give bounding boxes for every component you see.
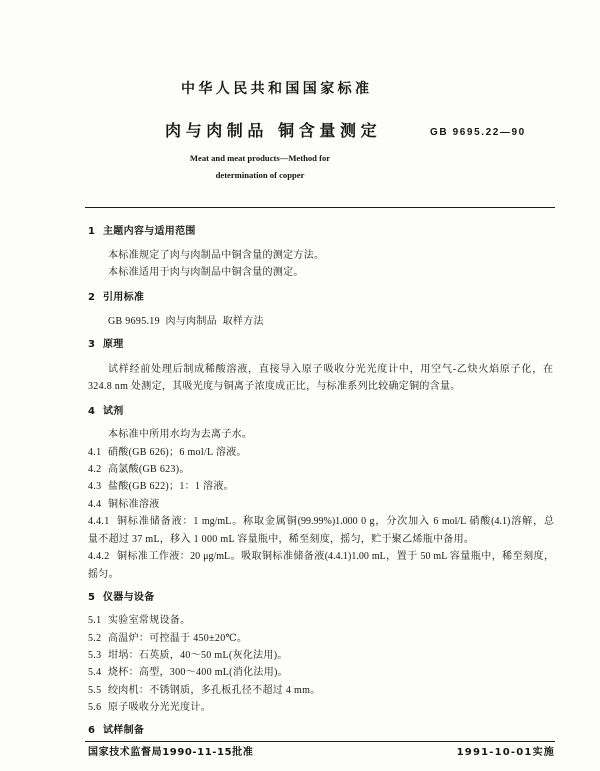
clause-text: 原子吸收分光光度计。	[108, 702, 211, 713]
clause-number: 5.2	[88, 633, 102, 644]
clause-text: 盐酸(GB 622)；1：1 溶液。	[108, 481, 234, 492]
english-title-line: Meat and meat products—Method for	[189, 153, 331, 163]
clause-text: 铜标准储备液：1 mg/mL。称取金属铜(99.99%)1.000 0 g，分次加入 6 mol/L 硝酸(4.1)溶解，总	[117, 516, 554, 527]
clause-text: 绞肉机：不锈钢质，多孔板孔径不超过 4 mm。	[108, 685, 321, 696]
referenced-standard: GB 9695.19 肉与肉制品 取样方法	[108, 316, 264, 327]
paragraph-line: 本标准适用于肉与肉制品中铜含量的测定。	[108, 267, 304, 278]
clause-number: 4.3	[88, 481, 102, 492]
section-heading: 仪器与设备	[103, 592, 155, 603]
section-number: 3	[88, 339, 96, 350]
clause-number: 5.6	[88, 702, 102, 713]
clause-text: 高氯酸(GB 623)。	[108, 464, 190, 475]
clause-text: 坩埚：石英质，40～50 mL(灰化法用)。	[108, 650, 288, 661]
clause-number: 5.1	[88, 615, 102, 626]
clause-text: 硝酸(GB 626)；6 mol/L 溶液。	[108, 447, 247, 458]
clause-number: 5.3	[88, 650, 102, 661]
section-number: 4	[88, 406, 96, 417]
section-number: 2	[88, 292, 96, 303]
section-heading: 主题内容与适用范围	[103, 226, 196, 237]
clause-number: 4.1	[88, 447, 102, 458]
clause-number: 5.5	[88, 685, 102, 696]
standard-code: GB 9695.22—90	[430, 127, 526, 138]
approval-date: 国家技术监督局1990-11-15批准	[88, 747, 254, 758]
clause-text: 烧杯：高型，300～400 mL(消化法用)。	[108, 667, 288, 678]
clause-text: 实验室常规设备。	[108, 615, 191, 626]
paragraph-line: 试样经前处理后制成稀酸溶液，直接导入原子吸收分光光度计中，用空气-乙炔火焰原子化，在	[108, 364, 553, 375]
implementation-date: 1991-10-01实施	[456, 747, 555, 758]
clause-number: 4.4.1	[88, 516, 110, 527]
clause-number: 4.4.2	[88, 551, 110, 562]
section-number: 6	[88, 725, 96, 736]
clause-text: 铜标准工作液：20 μg/mL。吸取铜标准储备液(4.4.1)1.00 mL，置于 50 mL 容量瓶中，稀至刻度，	[117, 551, 554, 562]
paragraph-line: 本标准中所用水均为去离子水。	[108, 429, 253, 440]
header-divider	[85, 207, 555, 208]
section-number: 1	[88, 226, 96, 237]
clause-text-continued: 量不超过 37 mL，移入 1 000 mL 容量瓶中，稀至刻度，摇匀，贮于聚乙烯瓶中备用。	[88, 534, 475, 545]
clause-text: 铜标准溶液	[108, 499, 160, 510]
paragraph-line: 本标准规定了肉与肉制品中铜含量的测定方法。	[108, 250, 325, 261]
clause-number: 5.4	[88, 667, 102, 678]
section-heading: 试样制备	[103, 725, 145, 736]
section-heading: 试剂	[103, 406, 124, 417]
document-title: 肉与肉制品 铜含量测定	[165, 121, 382, 140]
paragraph-line: 324.8 nm 处测定，其吸光度与铜离子浓度成正比，与标准系列比较确定铜的含量。	[88, 381, 461, 392]
section-number: 5	[88, 592, 96, 603]
english-title-line: determination of copper	[215, 170, 305, 180]
section-heading: 原理	[103, 339, 124, 350]
footer-divider	[85, 741, 555, 742]
clause-number: 4.4	[88, 499, 102, 510]
clause-text-continued: 摇匀。	[88, 569, 119, 580]
clause-number: 4.2	[88, 464, 102, 475]
standard-type-heading: 中华人民共和国国家标准	[181, 81, 373, 97]
section-heading: 引用标准	[103, 292, 145, 303]
clause-text: 高温炉：可控温于 450±20℃。	[108, 633, 248, 644]
